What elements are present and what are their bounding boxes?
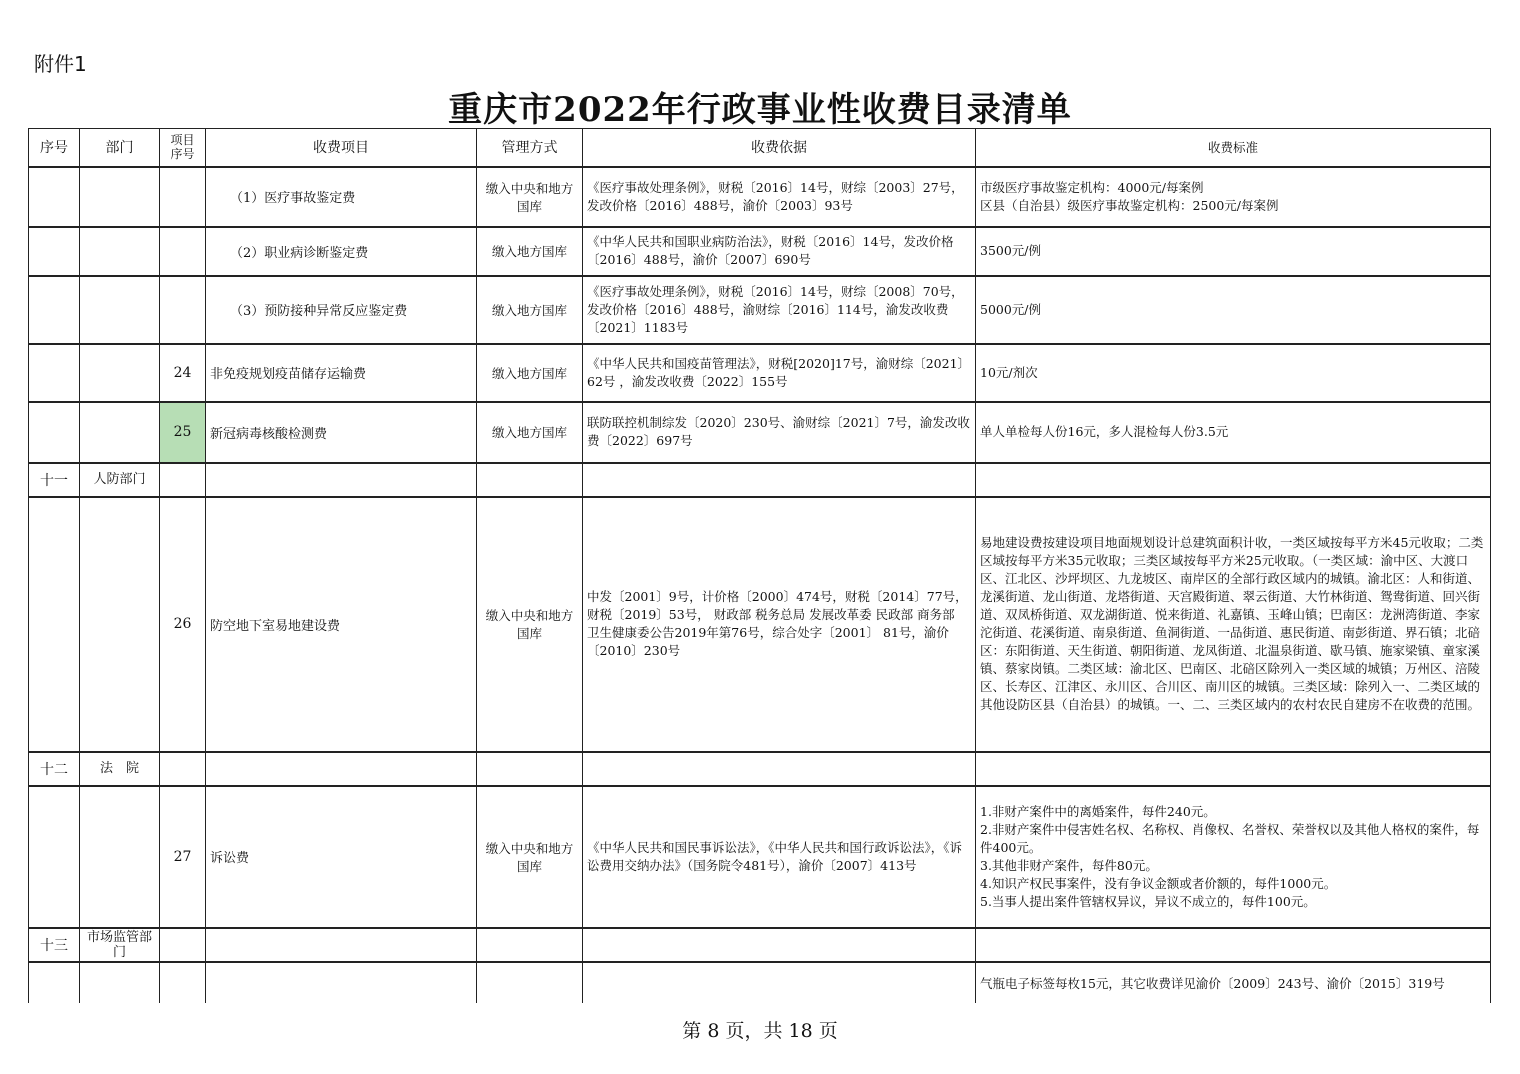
fee-standard: 市级医疗事故鉴定机构：4000元/每案例 区县（自治县）级医疗事故鉴定机构：2500元/每案例	[976, 167, 1491, 227]
fee-basis: 中发〔2001〕9号，计价格〔2000〕474号，财税〔2014〕77号，财税〔2019〕53号， 财政部 税务总局 发展改革委 民政部 商务部 卫生健康委公告2019年第76号，综合处字〔2001〕 81号，渝价〔2010〕230号	[583, 497, 976, 752]
table-row	[29, 167, 1491, 227]
mgmt-method: 缴入地方国库	[477, 227, 583, 276]
header-item-seq: 项目 序号	[160, 129, 206, 167]
header-standard: 收费标准	[976, 129, 1491, 167]
fee-basis: 《医疗事故处理条例》，财税〔2016〕14号，财综〔2003〕27号，发改价格〔2016〕488号，渝价〔2003〕93号	[583, 167, 976, 227]
table-row	[29, 227, 1491, 276]
section-seq: 十三	[29, 928, 80, 962]
table-row	[29, 497, 1491, 752]
item-seq: 27	[160, 786, 206, 928]
item-seq: 24	[160, 344, 206, 402]
fee-standard: 5000元/例	[976, 276, 1491, 344]
fee-basis: 《医疗事故处理条例》，财税〔2016〕14号，财综〔2008〕70号，发改价格〔2016〕488号，渝财综〔2016〕114号，渝发改收费〔2021〕1183号	[583, 276, 976, 344]
fee-standard: 易地建设费按建设项目地面规划设计总建筑面积计收，一类区域按每平方米45元收取；二类区域按每平方米35元收取；三类区域按每平方米25元收取。（一类区域：渝中区、大渡口区、江北区、沙坪坝区、九龙坡区、南岸区的全部行政区域内的城镇。渝北区：人和街道、龙溪街道、龙山街道、龙塔街道、天宫殿街道、翠云街道、大竹林街道、鸳鸯街道、回兴街道、双凤桥街道、双龙湖街道、悦来街道、礼嘉镇、玉峰山镇；巴南区：龙洲湾街道、李家沱街道、花溪街道、南泉街道、鱼洞街道、一品街道、惠民街道、南彭街道、界石镇；北碚区：东阳街道、天生街道、朝阳街道、龙凤街道、北温泉街道、歇马镇、施家梁镇、童家溪镇、蔡家岗镇。二类区域：渝北区、巴南区、北碚区除列入一类区域的城镇；万州区、涪陵区、长寿区、江津区、永川区、合川区、南川区的城镇。三类区域：除列入一、二类区域的其他设防区县（自治县）的城镇。一、二、三类区域内的农村农民自建房不在收费的范围。	[976, 497, 1491, 752]
item-name: 防空地下室易地建设费	[206, 497, 477, 752]
table-row	[29, 786, 1491, 928]
table-row	[29, 344, 1491, 402]
section-row	[29, 752, 1491, 786]
header-dept: 部门	[80, 129, 160, 167]
header-basis: 收费依据	[583, 129, 976, 167]
header-mgmt: 管理方式	[477, 129, 583, 167]
section-seq: 十一	[29, 463, 80, 497]
fee-standard: 10元/剂次	[976, 344, 1491, 402]
fee-standard: 3500元/例	[976, 227, 1491, 276]
section-dept: 人防部门	[80, 463, 160, 497]
item-name: （1）医疗事故鉴定费	[206, 167, 477, 227]
header-seq: 序号	[29, 129, 80, 167]
section-dept: 市场监管部门	[80, 928, 160, 962]
section-dept: 法 院	[80, 752, 160, 786]
item-name: 新冠病毒核酸检测费	[206, 402, 477, 463]
fee-table	[28, 128, 1491, 1007]
page-title: 重庆市2022年行政事业性收费目录清单	[448, 90, 1072, 130]
section-seq: 十二	[29, 752, 80, 786]
table-header-row	[29, 129, 1491, 167]
mgmt-method: 缴入中央和地方国库	[477, 167, 583, 227]
mgmt-method: 缴入中央和地方国库	[477, 497, 583, 752]
page-cutoff	[0, 1003, 1520, 1013]
fee-standard: 单人单检每人份16元，多人混检每人份3.5元	[976, 402, 1491, 463]
item-name: 诉讼费	[206, 786, 477, 928]
header-item: 收费项目	[206, 129, 477, 167]
fee-standard: 气瓶电子标签每枚15元，其它收费详见渝价〔2009〕243号、渝价〔2015〕319号	[976, 962, 1491, 1006]
mgmt-method: 缴入地方国库	[477, 402, 583, 463]
item-name: （3）预防接种异常反应鉴定费	[206, 276, 477, 344]
section-row	[29, 463, 1491, 497]
section-row	[29, 928, 1491, 962]
mgmt-method: 缴入地方国库	[477, 344, 583, 402]
table-row	[29, 402, 1491, 463]
attachment-label: 附件1	[34, 52, 87, 76]
table-row	[29, 962, 1491, 1006]
fee-standard: 1.非财产案件中的离婚案件，每件240元。 2.非财产案件中侵害姓名权、名称权、肖像权、名誉权、荣誉权以及其他人格权的案件，每件400元。 3.其他非财产案件，每件80元。 4.知识产权民事案件，没有争议金额或者价额的，每件1000元。 5.当事人提出案件管辖权异议，异议不成立的，每件100元。	[976, 786, 1491, 928]
item-name: 非免疫规划疫苗储存运输费	[206, 344, 477, 402]
mgmt-method: 缴入中央和地方国库	[477, 786, 583, 928]
fee-basis: 《中华人民共和国疫苗管理法》，财税[2020]17号，渝财综〔2021〕62号 ，渝发改收费〔2022〕155号	[583, 344, 976, 402]
fee-basis: 《中华人民共和国民事诉讼法》，《中华人民共和国行政诉讼法》，《诉讼费用交纳办法》（国务院令481号），渝价〔2007〕413号	[583, 786, 976, 928]
fee-basis: 联防联控机制综发〔2020〕230号、渝财综〔2021〕7号，渝发改收费〔2022〕697号	[583, 402, 976, 463]
mgmt-method: 缴入地方国库	[477, 276, 583, 344]
fee-basis: 《中华人民共和国职业病防治法》，财税〔2016〕14号，发改价格〔2016〕488号，渝价〔2007〕690号	[583, 227, 976, 276]
page-footer: 第 8 页，共 18 页	[682, 1020, 838, 1042]
item-name: （2）职业病诊断鉴定费	[206, 227, 477, 276]
item-seq-highlighted: 25	[160, 402, 206, 463]
table-row	[29, 276, 1491, 344]
item-seq: 26	[160, 497, 206, 752]
